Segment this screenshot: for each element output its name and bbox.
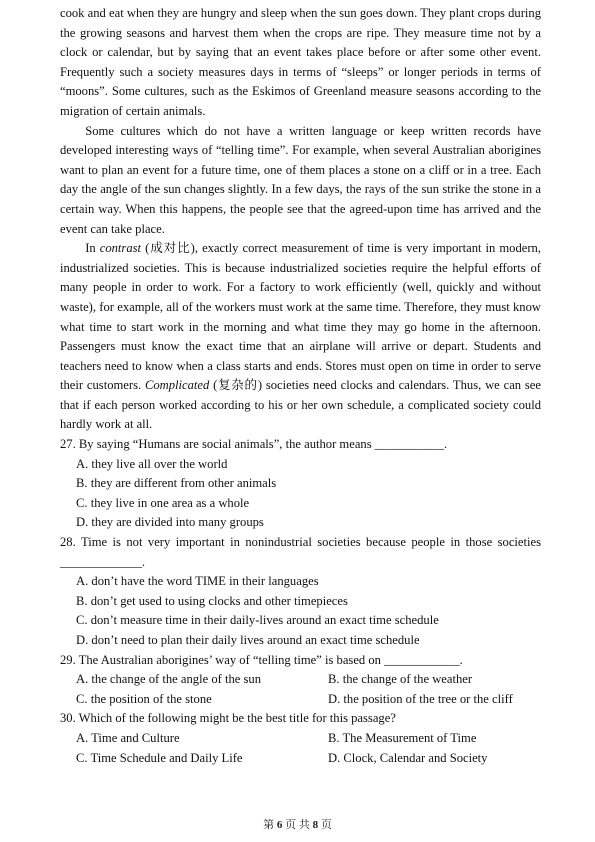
page-footer	[0, 816, 595, 832]
options-row-2	[76, 690, 541, 710]
option-b: B. they are different from other animals	[76, 476, 277, 491]
page-content	[60, 4, 541, 768]
p3-body: (成对比), exactly correct measurement of time is very important in modern, industrialized societies. This is because industrialized societies require the helpful efforts of many people in order to work. For a factory to work efficiently (well, quickly and without waste), for example, all of the workers must work at the same time. Therefore, they must know what time to start work in the morning and what time they may go home in the afternoon. Passengers must know the exact time that an airplane will arrive or depart. Students and teachers need to know when a class starts and ends. Stores must open on time in order to serve their customers.	[60, 241, 541, 393]
option-d: D. don’t need to plan their daily lives around an exact time schedule	[76, 633, 420, 647]
passage-paragraph-3	[60, 239, 541, 435]
option-c: C. Time Schedule and Daily Life	[76, 750, 243, 765]
footer-suffix: 页	[320, 819, 332, 831]
question-27	[60, 435, 541, 533]
passage-paragraph-2: Some cultures which do not have a written language or keep written records have developed interesting ways of “telling time”. For example, when several Australian aborigines want to plan an event for a future time, one of them places a stone on a cliff or in a tree. Each day the angle of the sun changes slightly. In a few days, the rays of the sun strike the stone in a certain way. When this happens, the people see that the agreed-upon time has arrived and the event can take place.	[60, 123, 541, 236]
word-contrast: contrast	[99, 241, 142, 256]
footer-middle: 页 共	[285, 819, 310, 831]
option-a: A. Time and Culture	[76, 730, 180, 745]
options-row-2	[76, 749, 541, 769]
p3-tail: (复杂的) societies need clocks and calendars. Thus, we can see that if each person worked according to his or her own schedule, a complicated society could hardly work at all.	[60, 378, 541, 432]
option-a: A. they live all over the world	[76, 456, 228, 471]
option-c: C. they live in one area as a whole	[76, 495, 250, 510]
question-stem: 27. By saying “Humans are social animals”, the author means ___________.	[60, 437, 448, 452]
option-a: A. the change of the angle of the sun	[76, 672, 261, 687]
option-b: B. the change of the weather	[328, 672, 473, 687]
question-stem: 28. Time is not very important in nonindustrial societies because people in those societies _____________.	[60, 535, 541, 569]
question-stem: 29. The Australian aborigines’ way of “telling time” is based on ____________.	[60, 652, 463, 667]
options-row-1	[76, 670, 541, 690]
option-d: D. the position of the tree or the cliff	[328, 691, 513, 706]
page-total: 8	[312, 819, 319, 831]
options-row-1	[76, 729, 541, 749]
question-28	[60, 533, 541, 651]
page-number: 6	[276, 819, 283, 831]
option-b: B. The Measurement of Time	[328, 730, 477, 745]
word-complicated: Complicated	[144, 378, 210, 393]
question-stem: 30. Which of the following might be the best title for this passage?	[60, 711, 396, 726]
option-c: C. don’t measure time in their daily-lives around an exact time schedule	[76, 613, 439, 628]
option-d: D. they are divided into many groups	[76, 515, 264, 530]
option-c: C. the position of the stone	[76, 691, 212, 706]
option-d: D. Clock, Calendar and Society	[328, 750, 488, 765]
passage-paragraph-1: cook and eat when they are hungry and sleep when the sun goes down. They plant crops during the growing seasons and harvest them when the crops are ripe. They measure time not by a clock or calendar, but by saying that an event takes place before or after some other event. Frequently such a society measures days in terms of “sleeps” or longer periods in terms of “moons”. Some cultures, such as the Eskimos of Greenland measure seasons according to the migration of certain animals.	[60, 6, 541, 118]
question-30	[60, 709, 541, 768]
p3-lead: In	[85, 241, 96, 256]
option-a: A. don’t have the word TIME in their languages	[76, 574, 319, 589]
footer-prefix: 第	[263, 819, 275, 831]
question-29	[60, 651, 541, 710]
option-b: B. don’t get used to using clocks and other timepieces	[76, 593, 348, 608]
